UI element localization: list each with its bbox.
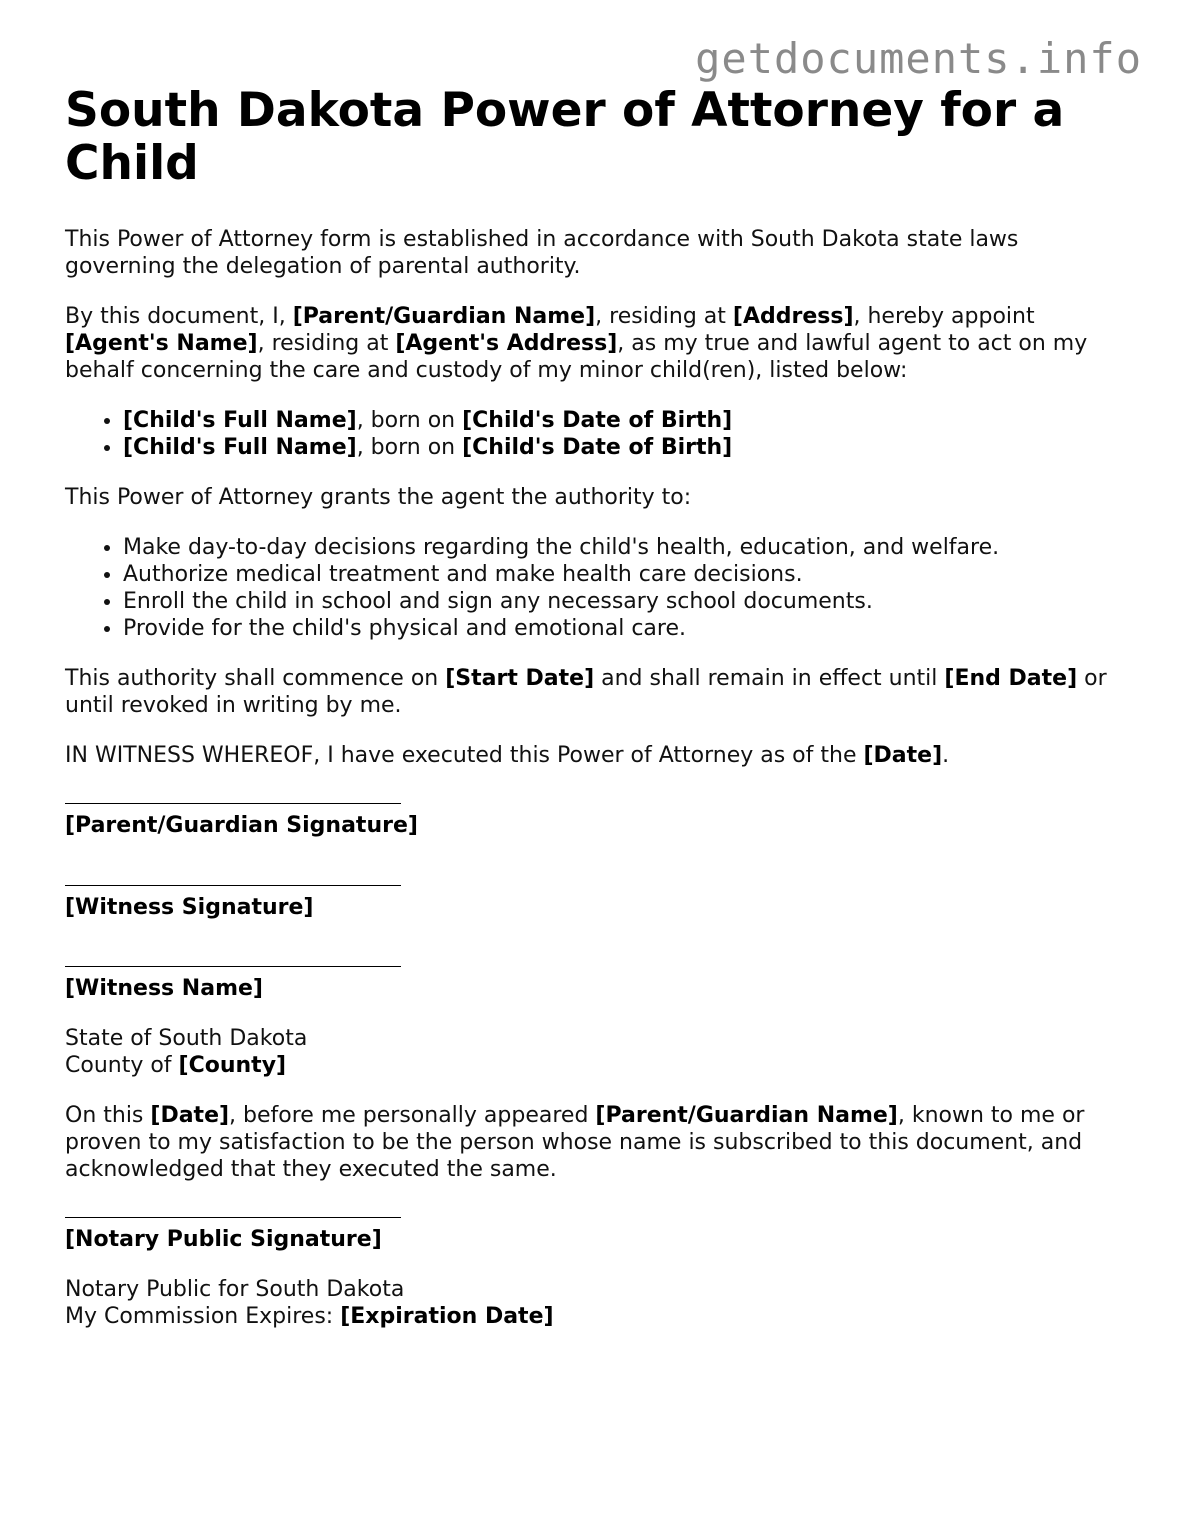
appointment-text-1: By this document, I, [65, 304, 293, 329]
born-on-text: , born on [356, 435, 463, 460]
list-item: • Authorize medical treatment and make health care decisions. [123, 561, 1125, 588]
venue-block [65, 1025, 1125, 1079]
county-placeholder: [County] [178, 1053, 287, 1078]
ack-text-2: , before me personally appeared [229, 1103, 596, 1128]
parent-name-placeholder: [Parent/Guardian Name] [292, 304, 596, 329]
list-item: • Make day-to-day decisions regarding the child's health, education, and welfare. [123, 534, 1125, 561]
child-dob-placeholder: [Child's Date of Birth] [462, 408, 733, 433]
document-title: South Dakota Power of Attorney for a Child [65, 83, 1065, 191]
ack-date-placeholder: [Date] [150, 1103, 230, 1128]
parent-signature-label: [Parent/Guardian Signature] [65, 813, 418, 838]
ack-text-3: , known to me or proven to my satisfaction to be the person whose name is subscribed to this document, and acknowledged that they executed the same. [65, 1103, 1085, 1182]
duration-text-1: This authority shall commence on [65, 666, 446, 691]
child-name-placeholder: [Child's Full Name] [123, 435, 357, 460]
notary-signature-label: [Notary Public Signature] [65, 1227, 382, 1252]
parent-signature-block [65, 803, 1125, 839]
signature-line [65, 885, 401, 886]
notary-details [65, 1276, 1125, 1330]
grants-intro: This Power of Attorney grants the agent the authority to: [65, 485, 692, 510]
acknowledgment-paragraph [65, 1102, 1125, 1183]
witness-text-1: IN WITNESS WHEREOF, I have executed this Power of Attorney as of the [65, 743, 864, 768]
list-item: • Enroll the child in school and sign any necessary school documents. [123, 588, 1125, 615]
document-body [65, 84, 1125, 1353]
duration-text-3: or until revoked in writing by me. [65, 666, 1107, 718]
watermark: getdocuments.info [695, 34, 1142, 83]
signature-line [65, 1217, 401, 1218]
children-list [65, 407, 1125, 461]
commission-expires-prefix: My Commission Expires: [65, 1304, 341, 1329]
signature-line [65, 803, 401, 804]
agent-address-placeholder: [Agent's Address] [395, 331, 618, 356]
notary-signature-block [65, 1217, 1125, 1253]
duration-text-2: and shall remain in effect until [594, 666, 945, 691]
witness-paragraph [65, 742, 1125, 769]
witness-name-block [65, 966, 1125, 1002]
date-placeholder: [Date] [863, 743, 943, 768]
list-item [123, 434, 1125, 461]
expiration-date-placeholder: [Expiration Date] [340, 1304, 554, 1329]
start-date-placeholder: [Start Date] [445, 666, 595, 691]
address-placeholder: [Address] [732, 304, 854, 329]
ack-name-placeholder: [Parent/Guardian Name] [595, 1103, 898, 1128]
appointment-text-5: , as my true and lawful agent to act on my behalf concerning the care and custody of my minor child(ren), listed below: [65, 331, 1088, 383]
child-name-placeholder: [Child's Full Name] [123, 408, 357, 433]
witness-text-2: . [942, 743, 950, 768]
list-item [123, 407, 1125, 434]
duration-paragraph [65, 665, 1125, 719]
signature-line [65, 966, 401, 967]
agent-name-placeholder: [Agent's Name] [65, 331, 258, 356]
list-item: • Provide for the child's physical and emotional care. [123, 615, 1125, 642]
end-date-placeholder: [End Date] [944, 666, 1078, 691]
appointment-text-4: , residing at [257, 331, 396, 356]
appointment-text-2: , residing at [595, 304, 733, 329]
appointment-paragraph [65, 303, 1125, 384]
notary-public-for: Notary Public for South Dakota [65, 1277, 405, 1302]
venue-state: State of South Dakota [65, 1026, 308, 1051]
born-on-text: , born on [356, 408, 463, 433]
ack-text-1: On this [65, 1103, 151, 1128]
venue-county-prefix: County of [65, 1053, 179, 1078]
intro-paragraph: This Power of Attorney form is established in accordance with South Dakota state laws governing the delegation of parental authority. [65, 227, 1019, 279]
appointment-text-3: , hereby appoint [853, 304, 1035, 329]
child-dob-placeholder: [Child's Date of Birth] [462, 435, 733, 460]
witness-signature-label: [Witness Signature] [65, 895, 314, 920]
witness-signature-block [65, 885, 1125, 921]
witness-name-label: [Witness Name] [65, 976, 263, 1001]
grants-list [65, 534, 1125, 642]
